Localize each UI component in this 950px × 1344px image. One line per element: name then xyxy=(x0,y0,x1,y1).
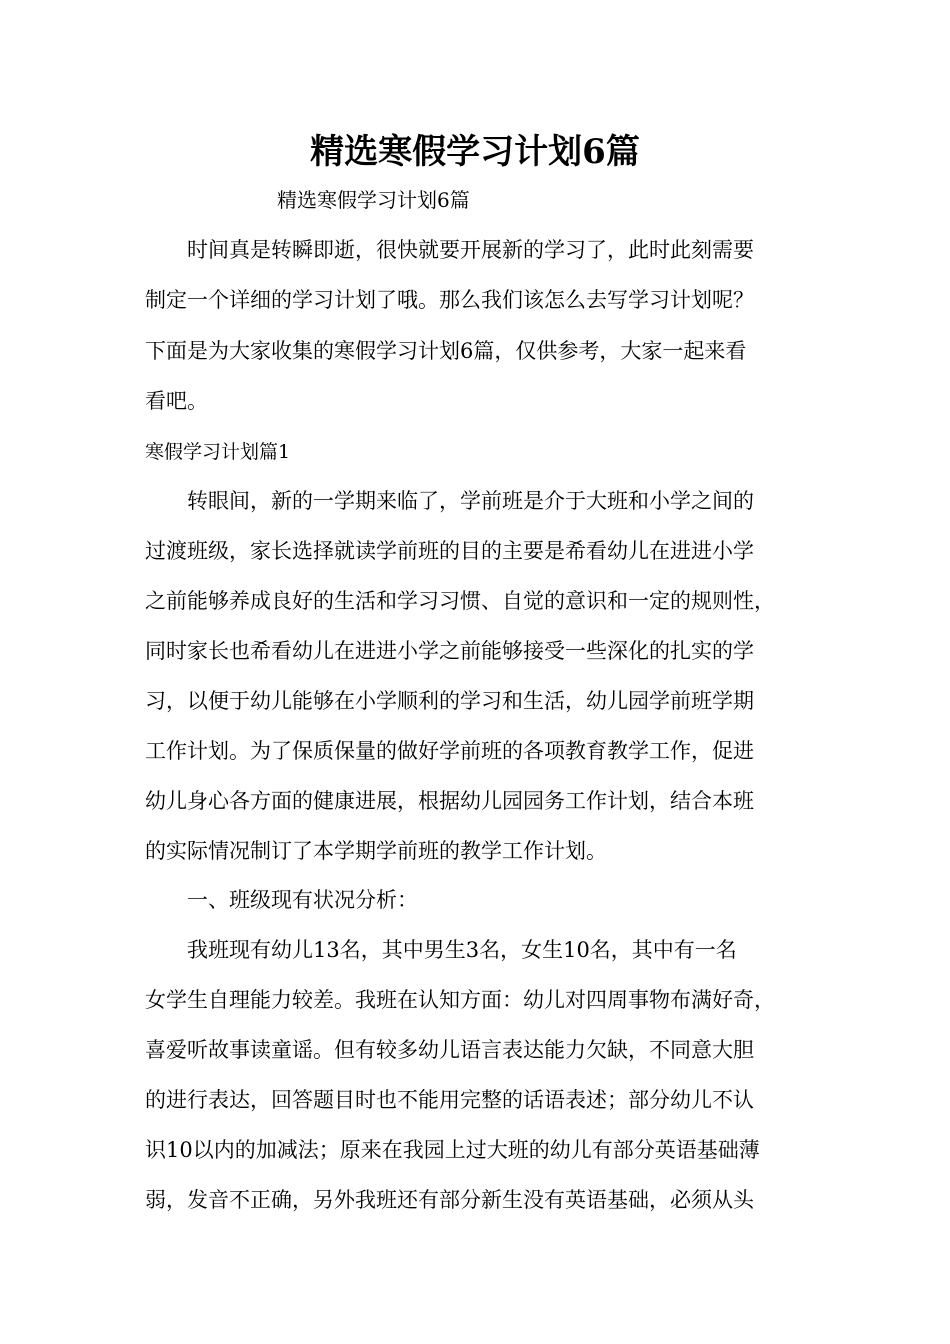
text-line: 我班现有幼儿13名，其中男生3名，女生10名，其中有一名 xyxy=(145,938,737,962)
text-line: 过渡班级，家长选择就读学前班的目的主要是希看幼儿在进进小学 xyxy=(145,539,754,563)
text-line: 女学生自理能力较差。我班在认知方面：幼儿对四周事物布满好奇， xyxy=(145,988,775,1012)
text-line: 之前能够养成良好的生活和学习习惯、自觉的意识和一定的规则性， xyxy=(145,589,775,613)
text-line: 看吧。 xyxy=(145,389,208,413)
text-line: 幼儿身心各方面的健康进展，根据幼儿园园务工作计划，结合本班 xyxy=(145,789,754,813)
document-title: 精选寒假学习计划6篇 xyxy=(310,132,640,172)
text-line: 弱，发音不正确，另外我班还有部分新生没有英语基础，必须从头 xyxy=(145,1188,754,1212)
text-line: 时间真是转瞬即逝，很快就要开展新的学习了，此时此刻需要 xyxy=(145,238,754,262)
text-line: 制定一个详细的学习计划了哦。那么我们该怎么去写学习计划呢？ xyxy=(145,288,754,312)
text-line: 习，以便于幼儿能够在小学顺利的学习和生活，幼儿园学前班学期 xyxy=(145,689,754,713)
text-line: 转眼间，新的一学期来临了，学前班是介于大班和小学之间的 xyxy=(145,489,754,513)
text-line: 工作计划。为了保质保量的做好学前班的各项教育教学工作，促进 xyxy=(145,739,754,763)
text-line: 喜爱听故事读童谣。但有较多幼儿语言表达能力欠缺，不同意大胆 xyxy=(145,1038,754,1062)
section-heading: 一、班级现有状况分析： xyxy=(145,888,418,912)
text-line: 同时家长也希看幼儿在进进小学之前能够接受一些深化的扎实的学 xyxy=(145,639,754,663)
section-heading: 寒假学习计划篇1 xyxy=(145,441,291,463)
text-line: 下面是为大家收集的寒假学习计划6篇，仅供参考，大家一起来看 xyxy=(145,339,747,363)
text-line: 的进行表达，回答题目时也不能用完整的话语表述；部分幼儿不认 xyxy=(145,1088,754,1112)
document-subtitle: 精选寒假学习计划6篇 xyxy=(277,188,470,212)
text-line: 识10以内的加减法；原来在我园上过大班的幼儿有部分英语基础薄 xyxy=(145,1138,760,1162)
text-line: 的实际情况制订了本学期学前班的教学工作计划。 xyxy=(145,839,607,863)
